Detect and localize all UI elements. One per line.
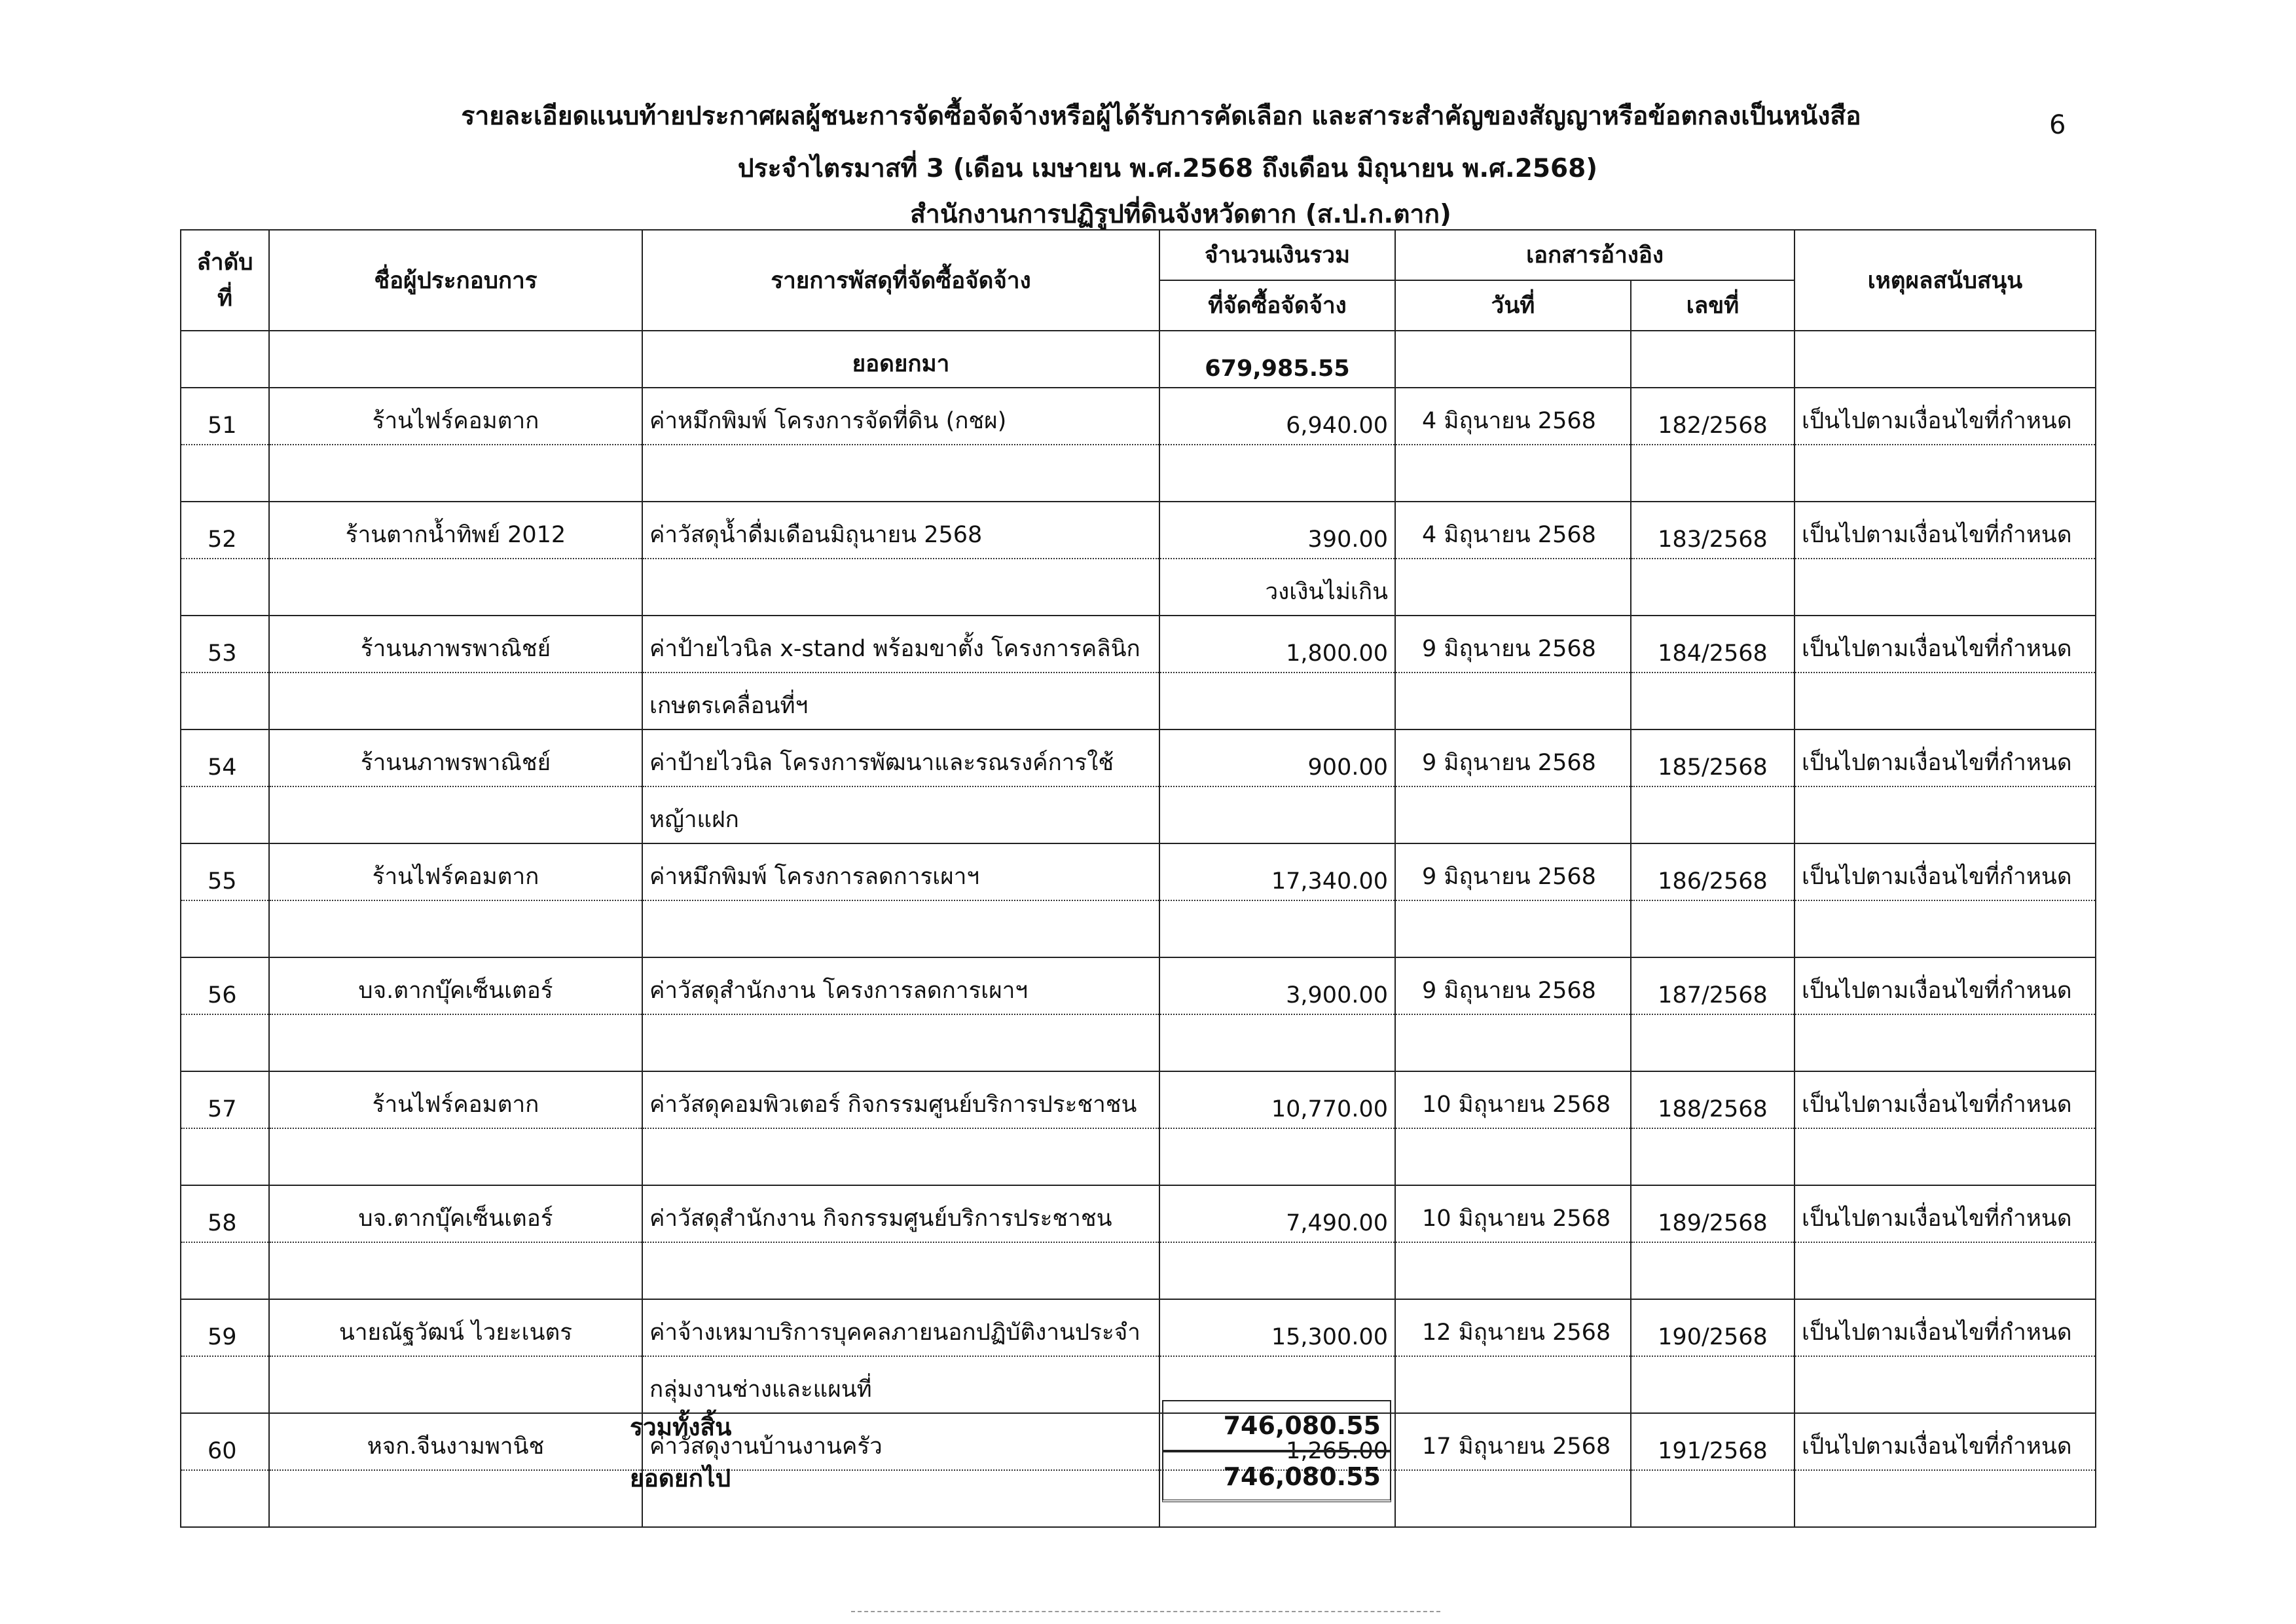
row-ref-date: 10 มิถุนายน 2568 [1395,1071,1631,1128]
row-empty-cell [1795,1014,2096,1071]
row-amount: 1,800.00 [1159,616,1395,673]
row-empty-cell [181,1470,269,1527]
row-empty-cell [269,900,642,957]
brought-forward-label: ยอดยกมา [642,331,1159,388]
row-ref-date: 4 มิถุนายน 2568 [1395,388,1631,445]
row-empty-cell [1631,1014,1795,1071]
column-header-item: รายการพัสดุที่จัดซื้อจัดจ้าง [642,230,1159,331]
document-title: รายละเอียดแนบท้ายประกาศผลผู้ชนะการจัดซื้อจัดจ้างหรือผู้ได้รับการคัดเลือก และสาระสำคัญของสัญญาหรือข้อตกลงเป็นหนังสือ [461,101,1861,131]
table-row [181,1299,2096,1356]
row-vendor: ร้านนภาพรพาณิชย์ [269,616,642,673]
row-empty-cell [1631,786,1795,843]
row-amount: 390.00 [1159,502,1395,559]
row-ref-date: 10 มิถุนายน 2568 [1395,1185,1631,1242]
procurement-table [180,229,2096,1528]
footer-divider [851,1611,1440,1612]
row-vendor: ร้านไฟร์คอมตาก [269,1071,642,1128]
row-item: ค่าวัสดุคอมพิวเตอร์ กิจกรรมศูนย์บริการประชาชน [642,1071,1159,1128]
row-seq: 60 [181,1413,269,1470]
row-empty-cell [1795,445,2096,502]
row-item: ค่าจ้างเหมาบริการบุคคลภายนอกปฏิบัติงานประจำ [642,1299,1159,1356]
row-empty-cell [181,673,269,729]
row-reason: เป็นไปตามเงื่อนไขที่กำหนด [1795,1299,2096,1356]
row-ref-no: 191/2568 [1631,1413,1795,1470]
row-amount: 3,900.00 [1159,957,1395,1014]
row-seq: 55 [181,843,269,900]
row-reason: เป็นไปตามเงื่อนไขที่กำหนด [1795,388,2096,445]
table-row [181,1071,2096,1128]
table-row [181,843,2096,900]
row-empty-cell [269,673,642,729]
row-ref-date: 9 มิถุนายน 2568 [1395,957,1631,1014]
column-header-amount-line1: จำนวนเงินรวม [1159,230,1395,280]
row-ref-no: 190/2568 [1631,1299,1795,1356]
row-item: ค่าวัสดุน้ำดื่มเดือนมิถุนายน 2568 [642,502,1159,559]
row-ref-no: 184/2568 [1631,616,1795,673]
row-item: ค่าป้ายไวนิล โครงการพัฒนาและรณรงค์การใช้ [642,729,1159,786]
row-reason: เป็นไปตามเงื่อนไขที่กำหนด [1795,502,2096,559]
row-empty-cell [1395,445,1631,502]
row-ref-no: 185/2568 [1631,729,1795,786]
row-seq: 57 [181,1071,269,1128]
table-row-continuation [181,1356,2096,1413]
row-vendor: ร้านไฟร์คอมตาก [269,388,642,445]
row-ref-date: 9 มิถุนายน 2568 [1395,616,1631,673]
row-seq: 59 [181,1299,269,1356]
column-header-seq: ลำดับ ที่ [181,230,269,331]
row-seq: 54 [181,729,269,786]
column-header-ref-docs: เอกสารอ้างอิง [1395,230,1795,280]
table-row [181,1413,2096,1470]
row-empty-cell [269,1356,642,1413]
row-ref-no: 186/2568 [1631,843,1795,900]
row-empty-cell [1159,900,1395,957]
row-ref-no: 183/2568 [1631,502,1795,559]
column-header-ref-no: เลขที่ [1631,280,1795,331]
column-header-reason: เหตุผลสนับสนุน [1795,230,2096,331]
row-empty-cell [1631,1128,1795,1185]
row-vendor: บจ.ตากบุ๊คเซ็นเตอร์ [269,957,642,1014]
row-seq: 53 [181,616,269,673]
row-item-continuation [642,1014,1159,1071]
row-empty-cell [269,1014,642,1071]
row-reason: เป็นไปตามเงื่อนไขที่กำหนด [1795,1185,2096,1242]
table-row [181,502,2096,559]
table-row-continuation [181,900,2096,957]
row-item: ค่าหมึกพิมพ์ โครงการลดการเผาฯ [642,843,1159,900]
row-item: ค่าวัสดุสำนักงาน โครงการลดการเผาฯ [642,957,1159,1014]
table-row [181,729,2096,786]
row-item-continuation [642,559,1159,616]
row-empty-cell [181,1128,269,1185]
row-empty-cell [1159,445,1395,502]
table-row-continuation [181,1242,2096,1299]
table-row-continuation [181,559,2096,616]
row-empty-cell [1395,1014,1631,1071]
row-empty-cell [181,1242,269,1299]
row-empty-cell [1631,673,1795,729]
row-reason: เป็นไปตามเงื่อนไขที่กำหนด [1795,616,2096,673]
row-empty-cell [269,786,642,843]
carry-forward-label: ยอดยกไป [630,1464,731,1492]
row-vendor: ร้านตากน้ำทิพย์ 2012 [269,502,642,559]
table-row [181,957,2096,1014]
row-empty-cell [1395,1128,1631,1185]
table-row-continuation [181,1014,2096,1071]
row-seq: 58 [181,1185,269,1242]
row-empty-cell [269,445,642,502]
row-ref-no: 182/2568 [1631,388,1795,445]
row-amount: 1,265.00 [1159,1413,1395,1470]
row-empty-cell [1159,1128,1395,1185]
row-empty-cell [181,1014,269,1071]
row-empty-cell [1795,1470,2096,1527]
row-amount: 900.00 [1159,729,1395,786]
grand-total-label: รวมทั้งสิ้น [630,1413,732,1441]
table-body [181,331,2096,1527]
row-amount: 10,770.00 [1159,1071,1395,1128]
row-empty-cell [1795,673,2096,729]
row-empty-cell [1631,559,1795,616]
row-empty-cell [1631,1242,1795,1299]
row-empty-cell [269,1242,642,1299]
row-amount-note: วงเงินไม่เกิน [1159,559,1395,616]
page-number: 6 [2049,110,2066,140]
row-reason: เป็นไปตามเงื่อนไขที่กำหนด [1795,843,2096,900]
row-empty-cell [1159,786,1395,843]
row-empty-cell [1631,1356,1795,1413]
row-item-continuation: กลุ่มงานช่างและแผนที่ [642,1356,1159,1413]
row-item: ค่าหมึกพิมพ์ โครงการจัดที่ดิน (กชผ) [642,388,1159,445]
row-empty-cell [181,445,269,502]
row-empty-cell [1395,900,1631,957]
column-header-amount-line2: ที่จัดซื้อจัดจ้าง [1159,280,1395,331]
row-amount: 7,490.00 [1159,1185,1395,1242]
table-row [181,616,2096,673]
row-ref-date: 17 มิถุนายน 2568 [1395,1413,1631,1470]
row-ref-no: 187/2568 [1631,957,1795,1014]
table-row-continuation [181,1128,2096,1185]
row-empty-cell [1395,1356,1631,1413]
row-reason: เป็นไปตามเงื่อนไขที่กำหนด [1795,1413,2096,1470]
row-item-continuation: เกษตรเคลื่อนที่ฯ [642,673,1159,729]
row-amount: 17,340.00 [1159,843,1395,900]
table-row-continuation [181,786,2096,843]
row-empty-cell [1795,559,2096,616]
row-vendor: หจก.จีนงามพานิช [269,1413,642,1470]
row-ref-date: 9 มิถุนายน 2568 [1395,729,1631,786]
row-item: ค่าวัสดุงานบ้านงานครัว [642,1413,1159,1470]
row-vendor: บจ.ตากบุ๊คเซ็นเตอร์ [269,1185,642,1242]
row-empty-cell [181,786,269,843]
row-vendor: นายณัฐวัฒน์ ไวยะเนตร [269,1299,642,1356]
row-empty-cell [1395,1470,1631,1527]
row-item: ค่าป้ายไวนิล x-stand พร้อมขาตั้ง โครงการคลินิก [642,616,1159,673]
row-empty-cell [1631,1470,1795,1527]
row-ref-date: 4 มิถุนายน 2568 [1395,502,1631,559]
row-empty-cell [1795,1356,2096,1413]
row-item-continuation: หญ้าแฝก [642,786,1159,843]
row-seq: 56 [181,957,269,1014]
row-item-continuation [642,445,1159,502]
row-empty-cell [269,1128,642,1185]
row-ref-date: 12 มิถุนายน 2568 [1395,1299,1631,1356]
row-item-continuation [642,1242,1159,1299]
table-row-continuation [181,445,2096,502]
row-empty-cell [1795,1128,2096,1185]
row-reason: เป็นไปตามเงื่อนไขที่กำหนด [1795,729,2096,786]
row-empty-cell [269,559,642,616]
document-period: ประจำไตรมาสที่ 3 (เดือน เมษายน พ.ศ.2568 ถึงเดือน มิถุนายน พ.ศ.2568) [737,154,1598,183]
row-empty-cell [1631,900,1795,957]
row-empty-cell [269,1470,642,1527]
column-header-ref-date: วันที่ [1395,280,1631,331]
row-empty-cell [1795,900,2096,957]
row-amount: 6,940.00 [1159,388,1395,445]
row-seq: 51 [181,388,269,445]
row-seq: 52 [181,502,269,559]
table-row [181,1185,2096,1242]
row-empty-cell [1395,559,1631,616]
row-reason: เป็นไปตามเงื่อนไขที่กำหนด [1795,1071,2096,1128]
row-empty-cell [1395,786,1631,843]
document-agency: สำนักงานการปฏิรูปที่ดินจังหวัดตาก (ส.ป.ก.ตาก) [910,200,1451,229]
row-empty-cell [181,559,269,616]
table-row [181,388,2096,445]
row-ref-no: 188/2568 [1631,1071,1795,1128]
row-empty-cell [1795,1242,2096,1299]
row-empty-cell [1395,1242,1631,1299]
row-ref-date: 9 มิถุนายน 2568 [1395,843,1631,900]
row-ref-no: 189/2568 [1631,1185,1795,1242]
column-header-vendor: ชื่อผู้ประกอบการ [269,230,642,331]
brought-forward-amount: 679,985.55 [1159,331,1395,388]
carry-forward-amount: 746,080.55 [1162,1451,1391,1502]
row-empty-cell [1159,1014,1395,1071]
brought-forward-row [181,331,2096,388]
row-amount: 15,300.00 [1159,1299,1395,1356]
grand-total-amount: 746,080.55 [1162,1400,1391,1451]
row-empty-cell [1395,673,1631,729]
row-vendor: ร้านนภาพรพาณิชย์ [269,729,642,786]
row-item-continuation [642,900,1159,957]
row-reason: เป็นไปตามเงื่อนไขที่กำหนด [1795,957,2096,1014]
row-empty-cell [1159,673,1395,729]
row-item: ค่าวัสดุสำนักงาน กิจกรรมศูนย์บริการประชาชน [642,1185,1159,1242]
table-row-continuation [181,673,2096,729]
table-row-continuation [181,1470,2096,1527]
row-empty-cell [1159,1242,1395,1299]
row-empty-cell [181,900,269,957]
row-empty-cell [1631,445,1795,502]
row-empty-cell [181,1356,269,1413]
row-item-continuation [642,1128,1159,1185]
row-empty-cell [1795,786,2096,843]
row-vendor: ร้านไฟร์คอมตาก [269,843,642,900]
